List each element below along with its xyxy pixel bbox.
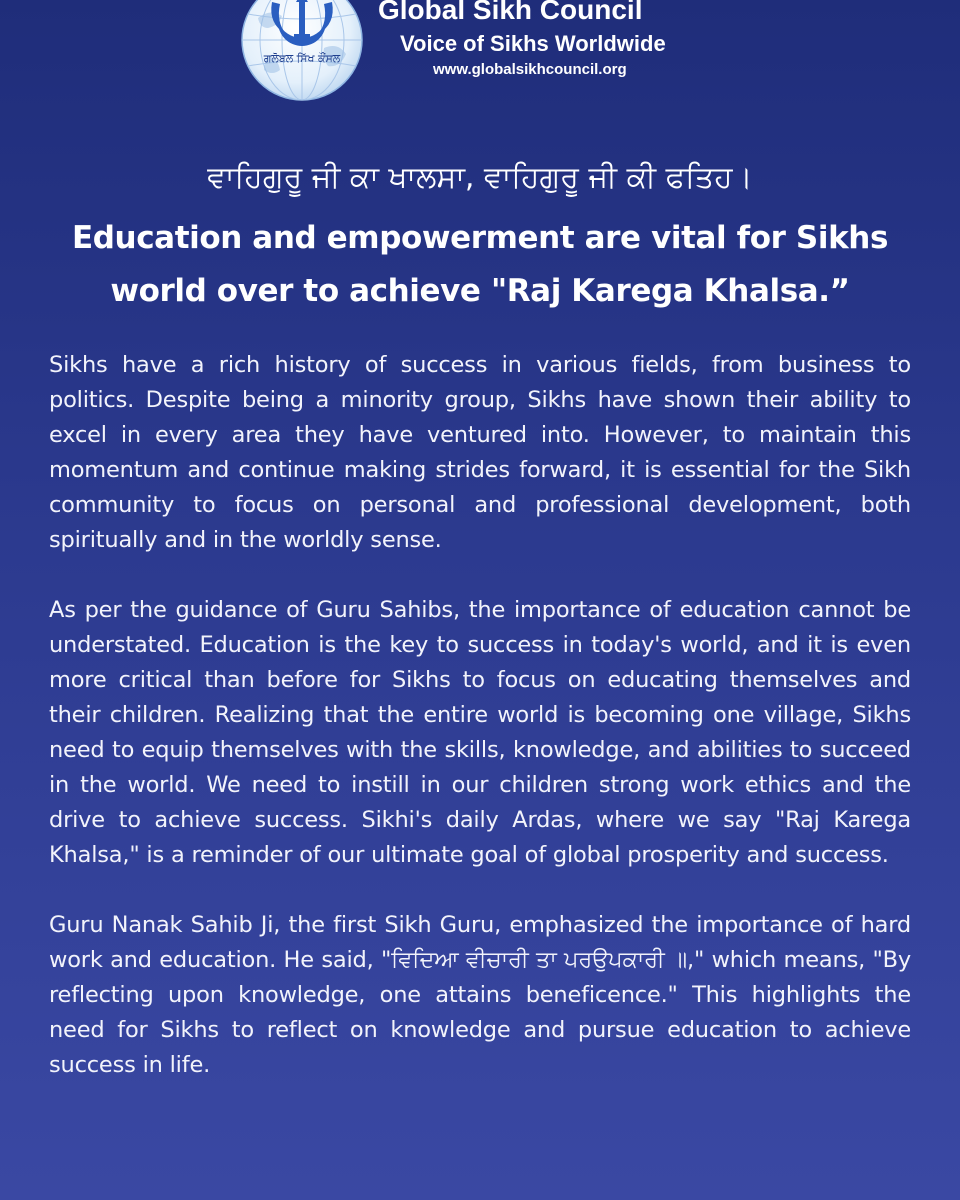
greeting: ਵਾਹਿਗੁਰੂ ਜੀ ਕਾ ਖਾਲਸਾ, ਵਾਹਿਗੁਰੂ ਜੀ ਕੀ ਫਤਿਹ। bbox=[207, 160, 753, 195]
paragraph-1: Sikhs have a rich history of success in various fields, from business to politics. Despite being a minority group, Sikhs have shown their ability to excel in every area they have ventured into. However, to maintain this momentum and continue making strides forward, it is essential for the Sikh community to focus on personal and professional development, both spiritually and in the worldly sense. bbox=[49, 352, 911, 553]
paragraph-2: As per the guidance of Guru Sahibs, the importance of education cannot be understated. Education is the key to success in today's world, and it is even more critical than before for Sikhs to focus on educating themselves and their children. Realizing that the entire world is becoming one village, Sikhs need to equip themselves with the skills, knowledge, and abilities to succeed in the world. We need to instill in our children strong work ethics and the drive to achieve success. Sikhi's daily Ardas, where we say "Raj Karega Khalsa," is a reminder of our ultimate goal of global prosperity and success. bbox=[49, 597, 911, 868]
header bbox=[0, 0, 960, 110]
logo-text: ਗਲੋਬਲ ਸਿੱਖ ਕੌਂਸਲ bbox=[263, 52, 341, 65]
org-name: Global Sikh Council bbox=[378, 0, 643, 25]
paragraph-3: Guru Nanak Sahib Ji, the first Sikh Guru, emphasized the importance of hard work and education. He said, "ਵਿਦਿਆ ਵੀਚਾਰੀ ਤਾ ਪਰਉਪਕਾਰੀ ॥," which means, "By reflecting upon knowledge, one attains beneficence." This highlights the need for Sikhs to reflect on knowledge and pursue education to achieve success in life. bbox=[49, 912, 911, 1078]
article-body bbox=[49, 348, 911, 1118]
headline: Education and empowerment are vital for Sikhs world over to achieve "Raj Karega Khalsa.” bbox=[71, 220, 889, 309]
khanda-globe-logo-icon bbox=[228, 0, 376, 102]
org-tagline: Voice of Sikhs Worldwide bbox=[400, 31, 666, 56]
org-url: www.globalsikhcouncil.org bbox=[433, 61, 627, 78]
